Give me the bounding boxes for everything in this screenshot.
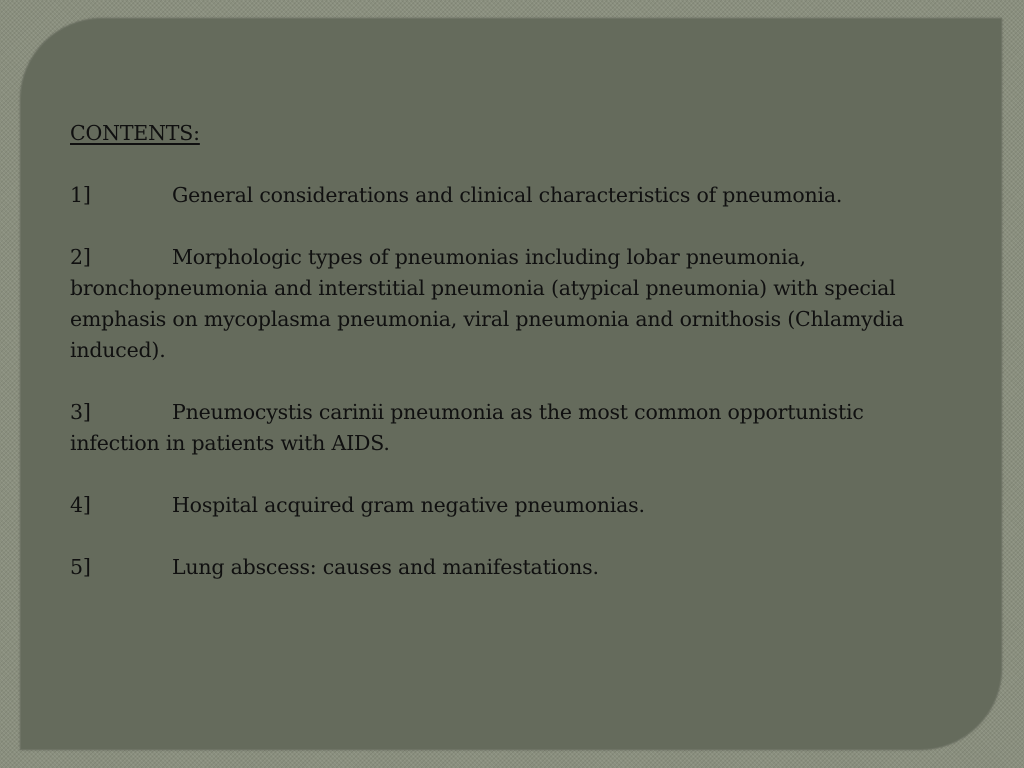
slide-content [70, 118, 950, 614]
item-number: 5] [70, 555, 91, 579]
item-number: 3] [70, 400, 91, 424]
list-item [70, 490, 950, 521]
item-number: 2] [70, 245, 91, 269]
contents-heading: CONTENTS: [70, 121, 200, 145]
list-item [70, 180, 950, 211]
item-text: Pneumocystis carinii pneumonia as the most common opportunistic infection in patients with AIDS. [70, 400, 864, 455]
item-number: 1] [70, 183, 91, 207]
list-item [70, 397, 950, 459]
item-text: Morphologic types of pneumonias including lobar pneumonia, bronchopneumonia and interstitial pneumonia (atypical pneumonia) with special emphasis on mycoplasma pneumonia, viral pneumonia and ornithosis (Chlamydia induced). [70, 245, 904, 362]
list-item [70, 242, 950, 366]
list-item [70, 552, 950, 583]
item-text: General considerations and clinical characteristics of pneumonia. [172, 183, 843, 207]
item-text: Hospital acquired gram negative pneumonias. [172, 493, 645, 517]
item-text: Lung abscess: causes and manifestations. [172, 555, 599, 579]
item-number: 4] [70, 493, 91, 517]
